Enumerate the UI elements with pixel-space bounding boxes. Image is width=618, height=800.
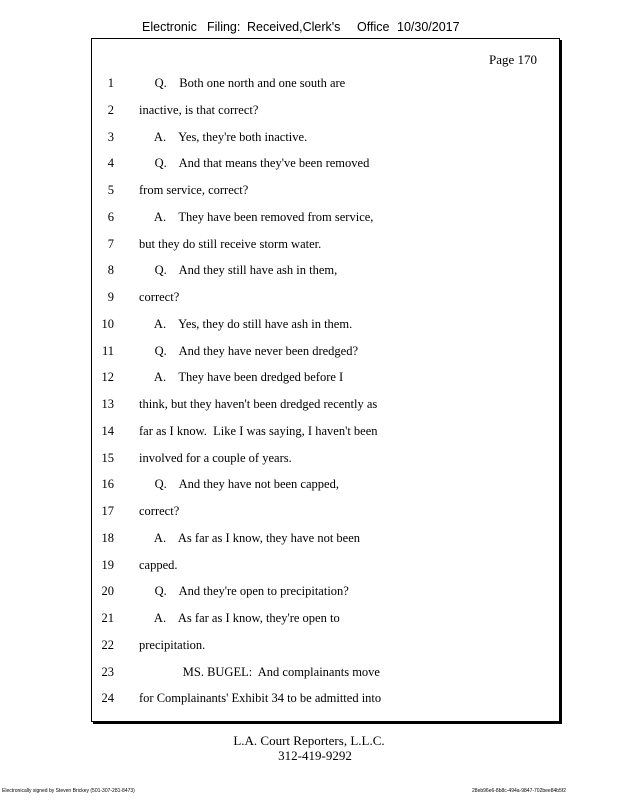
line-text: A. They have been removed from service, — [139, 209, 374, 224]
line-number: 3 — [107, 129, 114, 144]
transcript-line — [92, 103, 532, 123]
line-number: 9 — [107, 290, 114, 304]
line-text: correct? — [139, 290, 180, 304]
line-text: A. They have been dredged before I — [139, 370, 344, 385]
line-text: think, but they haven't been dredged recently as — [139, 397, 378, 411]
line-text: Q. Both one north and one south are — [139, 76, 346, 90]
line-text: far as I know. Like I was saying, I haven't been — [139, 423, 378, 438]
line-number: 22 — [101, 637, 114, 652]
transcript-line — [92, 263, 532, 283]
line-text: for Complainants' Exhibit 34 to be admitted into — [139, 691, 382, 706]
line-number: 13 — [101, 397, 114, 411]
transcript-line — [92, 344, 532, 364]
transcript-line — [92, 237, 532, 257]
line-text: correct? — [139, 504, 180, 518]
header-filing: Filing: — [207, 20, 241, 34]
electronic-signature: Electronically signed by Steven Brickey (501-307-281-8473) — [2, 788, 135, 794]
transcript-line — [92, 691, 532, 711]
line-number: 18 — [101, 530, 114, 545]
line-number: 7 — [107, 236, 114, 251]
transcript-line — [92, 638, 532, 658]
line-text: A. Yes, they do still have ash in them. — [139, 316, 353, 331]
transcript-line — [92, 130, 532, 150]
transcript-line — [92, 290, 532, 310]
line-number: 15 — [101, 450, 114, 465]
transcript-line — [92, 424, 532, 444]
line-number: 20 — [101, 584, 114, 599]
line-text: A. Yes, they're both inactive. — [139, 129, 308, 144]
line-text: involved for a couple of years. — [139, 450, 292, 465]
transcript-line — [92, 504, 532, 524]
line-number: 5 — [107, 183, 114, 197]
header-electronic: Electronic — [142, 20, 197, 34]
transcript-line — [92, 558, 532, 578]
line-text: Q. And they're open to precipitation? — [139, 584, 349, 599]
transcript-line — [92, 584, 532, 604]
filing-stamp-header — [0, 20, 618, 38]
line-text: precipitation. — [139, 637, 206, 652]
line-text: from service, correct? — [139, 183, 249, 197]
line-text: Q. And they have never been dredged? — [139, 343, 359, 358]
line-text: capped. — [139, 557, 178, 572]
line-number: 11 — [101, 343, 114, 358]
transcript-line — [92, 531, 532, 551]
line-number: 1 — [107, 76, 114, 90]
reporter-company: L.A. Court Reporters, L.L.C. — [233, 733, 385, 748]
line-number: 10 — [101, 316, 114, 331]
header-office: Office — [357, 20, 390, 34]
line-number: 16 — [101, 477, 114, 492]
transcript-line — [92, 611, 532, 631]
line-number: 14 — [101, 423, 114, 438]
line-text: MS. BUGEL: And complainants move — [139, 664, 380, 679]
line-number: 6 — [107, 209, 114, 224]
transcript-line — [92, 477, 532, 497]
document-hash: 28eb96e6-8b8c-494a-9847-702bee84b5f2 — [472, 788, 566, 794]
line-number: 12 — [101, 370, 114, 385]
transcript-line — [92, 76, 532, 96]
line-number: 2 — [107, 102, 114, 117]
line-text: Q. And they still have ash in them, — [139, 263, 338, 278]
header-date: 10/30/2017 — [397, 20, 460, 34]
transcript-line — [92, 397, 532, 417]
transcript-page — [91, 38, 560, 722]
header-received: Received,Clerk's — [247, 20, 341, 34]
transcript-line — [92, 370, 532, 390]
line-number: 23 — [101, 664, 114, 679]
line-text: Q. And they have not been capped, — [139, 477, 339, 492]
line-number: 19 — [101, 557, 114, 572]
line-text: A. As far as I know, they're open to — [139, 611, 340, 625]
line-number: 21 — [101, 611, 114, 625]
line-text: but they do still receive storm water. — [139, 236, 322, 251]
transcript-line — [92, 156, 532, 176]
page-number: Page 170 — [488, 52, 537, 67]
line-text: A. As far as I know, they have not been — [139, 530, 361, 545]
transcript-line — [92, 451, 532, 471]
line-number: 24 — [101, 691, 114, 706]
transcript-line — [92, 665, 532, 685]
line-number: 4 — [107, 156, 114, 171]
line-number: 17 — [101, 504, 114, 518]
transcript-line — [92, 210, 532, 230]
line-number: 8 — [107, 263, 114, 278]
line-text: Q. And that means they've been removed — [139, 156, 370, 171]
transcript-line — [92, 317, 532, 337]
transcript-line — [92, 183, 532, 203]
line-text: inactive, is that correct? — [139, 102, 259, 117]
reporter-phone: 312-419-9292 — [278, 748, 352, 763]
